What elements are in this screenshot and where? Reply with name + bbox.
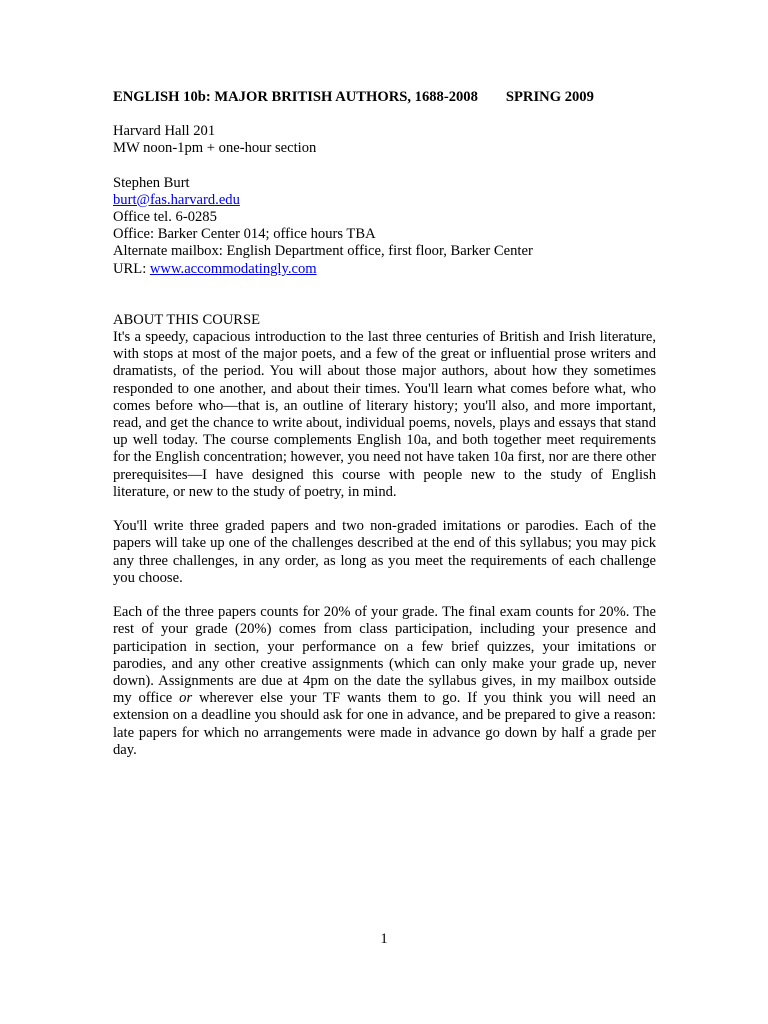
instructor-mailbox: Alternate mailbox: English Department office, first floor, Barker Center [113,243,533,260]
instructor-url-link[interactable]: www.accommodatingly.com [149,260,317,277]
instructor-office: Office: Barker Center 014; office hours TBA [113,226,376,243]
course-schedule: MW noon-1pm + one-hour section [113,140,317,157]
course-room: Harvard Hall 201 [113,123,216,140]
instructor-email-link[interactable]: burt@fas.harvard.edu [113,191,240,208]
about-paragraph-3-part-1: Each of the three papers counts for 20% of your grade. The final exam counts for 20%. The rest of your grade (20%) comes from class participation, including your presence and participation in section, your performance on a few brief quizzes, your imitations or parodies, and any other creative assignments (which can only make your grade up, never down). Assignments are due at 4pm on the date the syllabus gives, in my mailbox outside my office [113,604,656,707]
instructor-url-line [113,261,656,278]
course-title: ENGLISH 10b: MAJOR BRITISH AUTHORS, 1688-2008 [113,89,478,105]
about-heading: ABOUT THIS COURSE [113,311,261,328]
about-paragraph-2: You'll write three graded papers and two non-graded imitations or parodies. Each of the papers will take up one of the challenges described at the end of this syllabus; you may pick any three challenges, in any order, as long as you meet the requirements of each challenge you choose. [113,518,656,586]
instructor-phone: Office tel. 6-0285 [113,209,217,226]
about-paragraph-3-emphasis: or [179,690,193,707]
instructor-name: Stephen Burt [113,174,190,191]
about-paragraph-3-part-2: wherever else your TF wants them to go. If you think you will need an extension on a deadline you should ask for one in advance, and be prepared to give a reason: late papers for which no arrangements were made in advance go down by half a grade per day. [113,690,656,758]
course-term: SPRING 2009 [505,89,594,105]
instructor-email-line [113,192,656,209]
instructor-url-label: URL: [113,260,150,277]
page-number: 1 [380,931,388,947]
about-paragraph-3 [113,604,656,759]
instructor-info [113,175,656,278]
about-paragraph-1: It's a speedy, capacious introduction to the last three centuries of British and Irish literature, with stops at most of the major poets, and a few of the great or influential prose writers and dramatists, of the period. You will about those major authors, about how they sometimes responded to one another, and about their times. You'll learn what comes before what, who comes before who—that is, an outline of literary history; you'll also, and more important, read, and get the chance to write about, individual poems, novels, plays and essays that stand up well today. The course complements English 10a, and both together meet requirements for the English concentration; however, you need not have taken 10a first, nor are there other prerequisites—I have designed this course with people new to the study of English literature, or new to the study of poetry, in mind. [113,329,656,500]
course-logistics [113,123,656,157]
course-title-line [113,89,656,106]
page-content [113,89,656,759]
